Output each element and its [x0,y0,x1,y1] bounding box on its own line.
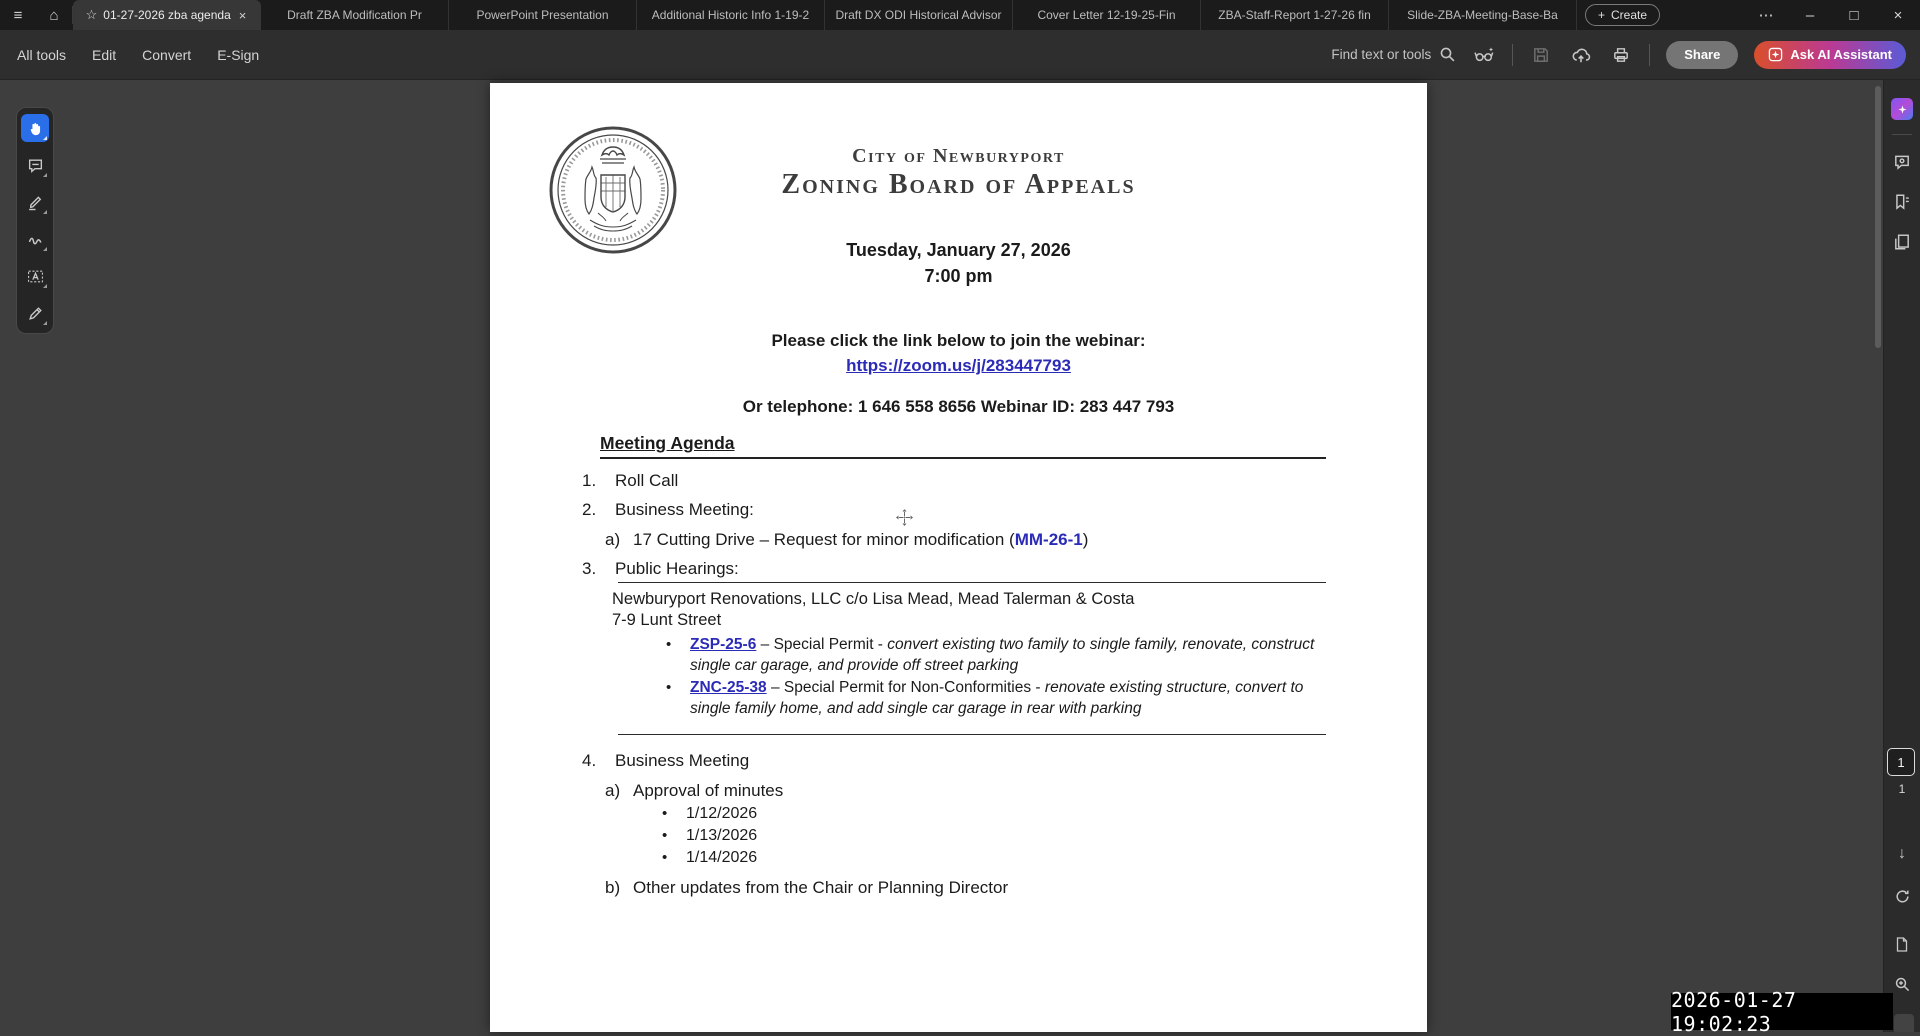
agenda-item-4b [605,878,1008,898]
fit-page-button[interactable] [1890,932,1914,956]
item-text: Roll Call [615,471,679,490]
tab-label: Slide-ZBA-Meeting-Base-Ba [1407,8,1558,22]
comment-icon [27,157,44,174]
bullet-icon: • [662,805,668,822]
save-icon[interactable] [1529,43,1553,67]
create-label: Create [1611,8,1648,22]
item-number: 1. [582,471,597,490]
permit-description: renovate existing structure, convert to single family home, and add single car garage in rear with parking [690,679,1304,717]
bullet-icon: • [662,827,668,844]
bookmark-icon [1893,193,1911,211]
menu-convert[interactable]: Convert [142,46,192,63]
title-bar [0,0,1920,30]
tab-additional-historic-info[interactable] [637,0,825,30]
agenda-item-2a [605,530,1088,550]
item-text: Business Meeting [615,751,750,770]
share-button[interactable] [1666,41,1738,69]
item-letter: a) [605,530,621,549]
hearing-bullet-text [690,634,1328,676]
search-icon [1439,46,1456,63]
move-cursor-icon [894,507,915,528]
draw-tool-button[interactable] [21,225,49,253]
zoom-in-icon [1894,976,1911,993]
item-text: Public Hearings: [615,559,739,578]
scroll-down-button[interactable] [1890,842,1914,866]
tab-label: Draft ZBA Modification Pr [287,8,422,22]
tab-slide-zba-meeting[interactable] [1389,0,1577,30]
permit-description: convert existing two family to single family, renovate, construct single car garage, and provide off street parking [690,636,1315,674]
minutes-date: 1/13/2026 [686,827,758,844]
zoom-in-button[interactable] [1890,972,1914,996]
item-text: Other updates from the Chair or Planning Director [633,878,1009,897]
board-name: Zoning Board of Appeals [781,169,1136,200]
tab-powerpoint-presentation[interactable] [449,0,637,30]
highlight-tool-button[interactable] [21,188,49,216]
hamburger-icon: ≡ [13,6,23,24]
hearing-bullet-znc [666,677,1328,719]
agenda-item-3 [582,559,739,579]
zoom-out-button[interactable] [1894,1014,1914,1032]
pages-panel-button[interactable] [1889,229,1915,255]
ellipsis-icon: ⋯ [1758,7,1774,24]
plus-icon: + [1598,8,1606,22]
item-text-suffix: ) [1082,530,1089,549]
mm-26-1-link[interactable]: MM-26-1 [1014,530,1083,549]
item-letter: b) [605,878,621,897]
divider [1892,134,1912,135]
page-total: 1 [1898,782,1906,796]
item-number: 2. [582,500,597,519]
bullet-icon: • [662,849,668,866]
ai-assistant-panel-button[interactable] [1889,96,1915,122]
bullet-icon: • [666,679,672,696]
agenda-heading-rule [600,433,1326,459]
print-icon[interactable] [1609,43,1633,67]
tab-zba-agenda[interactable] [73,0,261,30]
webinar-prompt: Please click the link below to join the webinar: [771,331,1146,350]
comments-icon [1893,153,1911,171]
item-text: Approval of minutes [633,781,784,800]
agenda-item-2 [582,500,754,520]
restore-button[interactable] [1832,0,1876,30]
meeting-date: Tuesday, January 27, 2026 [846,240,1071,260]
item-letter: a) [605,781,621,800]
highlighter-icon [27,194,44,211]
tab-label: Additional Historic Info 1-19-2 [651,8,810,22]
agenda-heading: Meeting Agenda [600,433,735,453]
create-button[interactable] [1585,4,1660,26]
bullet-icon: • [666,636,672,653]
quick-tools-palette [16,107,54,334]
find-label: Find text or tools [1331,47,1432,62]
hand-tool-button[interactable] [21,114,49,142]
window-close-icon: × [1893,6,1903,24]
minimize-button[interactable] [1788,0,1832,30]
hearing-address: 7-9 Lunt Street [612,611,722,629]
tab-label: Draft DX ODI Historical Advisor [835,8,1002,22]
app-menu-button[interactable] [0,0,36,30]
minutes-item [662,805,757,823]
hearing-applicant: Newburyport Renovations, LLC c/o Lisa Mead, Mead Talerman & Costa [612,590,1135,608]
tab-label: PowerPoint Presentation [476,8,609,22]
minutes-date: 1/14/2026 [686,849,758,866]
reading-glasses-icon[interactable] [1472,43,1496,67]
tab-label: 01-27-2026 zba agenda [103,8,231,22]
divider [1649,44,1650,66]
zsp-25-6-link[interactable]: ZSP-25-6 [690,636,757,653]
pdf-page [490,83,1427,1032]
menu-esign[interactable]: E-Sign [217,46,260,63]
ai-sparkle-icon [1768,47,1783,62]
recording-timestamp: 2026-01-27 19:02:23 [1671,993,1893,1030]
squiggle-icon [27,231,44,248]
permit-type: – Special Permit for Non-Conformities - [766,679,1045,696]
hearing-bullet-text [690,677,1328,719]
ask-ai-label: Ask AI Assistant [1790,47,1892,62]
agenda-item-1 [582,471,678,491]
hearing-bullet-zsp [666,634,1328,676]
agenda-item-4 [582,751,749,771]
item-text [633,530,1088,550]
zoom-webinar-link[interactable]: https://zoom.us/j/283447793 [846,356,1071,375]
comments-panel-button[interactable] [1889,149,1915,175]
agenda-item-4a [605,781,783,801]
find-text-button[interactable] [1331,46,1456,63]
org-name: City of Newburyport [852,145,1065,167]
arrow-down-icon: ↓ [1898,845,1906,862]
window-close-button[interactable] [1876,0,1920,30]
page-number-input[interactable]: 1 [1887,748,1915,776]
minutes-date: 1/12/2026 [686,805,758,822]
permit-type: – Special Permit - [756,636,888,653]
phone-line: Or telephone: 1 646 558 8656 Webinar ID: 283 447 793 [742,397,1175,416]
add-text-button[interactable] [21,262,49,290]
menu-all-tools[interactable]: All tools [17,46,67,63]
rotate-page-button[interactable] [1890,884,1914,908]
section-rule [618,734,1326,735]
divider [1512,44,1513,66]
znc-25-38-link[interactable]: ZNC-25-38 [690,679,767,696]
bookmarks-panel-button[interactable] [1889,189,1915,215]
document-canvas [0,80,1920,1032]
share-label: Share [1684,47,1721,62]
tab-label: ZBA-Staff-Report 1-27-26 fin [1218,8,1371,22]
tab-draft-zba-modification[interactable] [261,0,449,30]
sign-tool-button[interactable] [21,299,49,327]
item-number: 3. [582,559,597,578]
hand-icon [27,120,44,137]
item-text-prefix: 17 Cutting Drive – Request for minor modification ( [633,530,1015,549]
minimize-icon: – [1805,6,1815,24]
pages-icon [1893,233,1911,251]
star-icon: ☆ [85,7,98,22]
item-text: Business Meeting: [615,500,754,519]
minutes-item [662,849,757,867]
vertical-scrollbar[interactable] [1875,86,1881,348]
minutes-item [662,827,757,845]
ai-assistant-icon [1891,98,1913,120]
home-button[interactable] [36,0,72,30]
item-number: 4. [582,751,597,770]
fit-page-icon [1894,936,1910,953]
menu-edit[interactable]: Edit [92,46,117,63]
more-options-button[interactable] [1744,0,1788,30]
tab-cover-letter[interactable] [1013,0,1201,30]
tab-zba-staff-report[interactable] [1201,0,1389,30]
tab-label: Cover Letter 12-19-25-Fin [1037,8,1176,22]
restore-icon: □ [1849,6,1859,24]
add-comment-button[interactable] [21,151,49,179]
toolbar [0,30,1920,80]
meeting-time: 7:00 pm [924,266,993,286]
cloud-upload-icon[interactable] [1569,43,1593,67]
ask-ai-assistant-button[interactable] [1754,41,1906,69]
home-icon: ⌂ [49,6,59,24]
tab-draft-historical-advisor[interactable] [825,0,1013,30]
rotate-icon [1894,888,1911,905]
close-icon[interactable]: × [238,7,247,23]
add-text-icon [27,268,44,285]
section-rule [618,582,1326,583]
signature-pen-icon [27,305,44,322]
